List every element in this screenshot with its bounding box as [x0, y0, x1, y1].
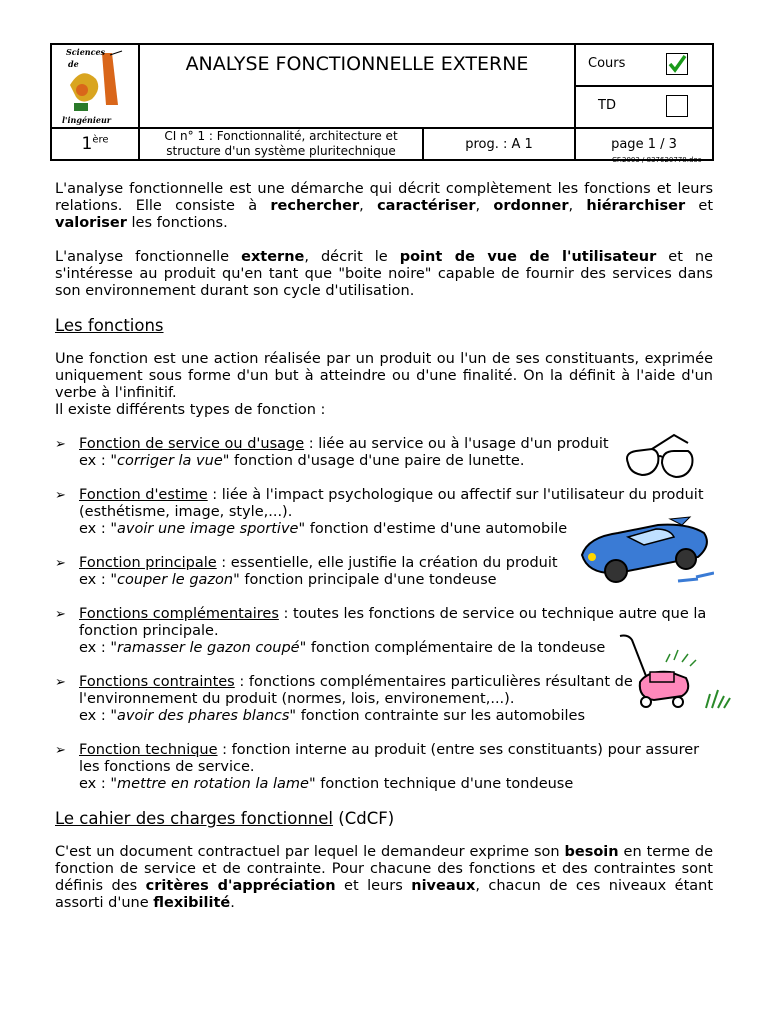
- logo-text-bottom: l'ingénieur: [62, 115, 112, 125]
- option-td: [575, 86, 713, 128]
- header-table: [50, 43, 714, 161]
- arrow-bullet-icon: ➢: [55, 607, 66, 622]
- logo-cell: [51, 44, 139, 128]
- section-heading-cdcf: Le cahier des charges fonctionnel (CdCF): [55, 809, 395, 828]
- page-title: ANALYSE FONCTIONNELLE EXTERNE: [139, 44, 575, 128]
- cdcf-paragraph: C'est un document contractuel par lequel le demandeur exprime son besoin en terme de fonction de service et de contrainte. Pour chacune des fonctions et des contraintes sont définis des critères d'appréciation et leurs niveaux, chacun de ces niveaux étant assorti d'une flexibilité.: [55, 844, 714, 911]
- ci-line1: CI n° 1 : Fonctionnalité, architecture et: [164, 129, 398, 143]
- ci-cell: [139, 128, 423, 160]
- arrow-bullet-icon: ➢: [55, 743, 66, 758]
- list-item: ➢ Fonction d'estime : liée à l'impact psychologique ou affectif sur l'utilisateur du produit (esthétisme, image, style,...). ex : "avoir une image sportive" fonction d'estime d'une automobile: [55, 487, 704, 537]
- list-item: ➢ Fonctions complémentaires : toutes les fonctions de service ou technique autre que la fonction principale. ex : "ramasser le gazon coupé" fonction complémentaire de la tondeuse: [55, 606, 707, 656]
- logo-icon: [52, 45, 136, 125]
- option-td-label: TD: [598, 98, 616, 113]
- td-checkbox[interactable]: [666, 95, 688, 117]
- list-item: ➢ Fonction technique : fonction interne au produit (entre ses constituants) pour assurer les fonctions de service. ex : "mettre en rotation la lame" fonction technique d'une tondeuse: [55, 742, 700, 792]
- intro-paragraph-1: L'analyse fonctionnelle est une démarche qui décrit complètement les fonctions et leurs relations. Elle consiste à rechercher, caractériser, ordonner, hiérarchiser et valoriser les fonctions.: [55, 181, 714, 231]
- arrow-bullet-icon: ➢: [55, 675, 66, 690]
- page-number: page 1 / 3: [575, 128, 713, 160]
- option-cours: [575, 44, 713, 86]
- document-body: [55, 181, 713, 912]
- list-item: ➢ Fonction principale : essentielle, elle justifie la création du produit ex : "couper le gazon" fonction principale d'une tondeuse: [55, 555, 558, 588]
- level-cell: [51, 128, 139, 160]
- logo-text-top: Sciences: [66, 47, 106, 57]
- doc-reference: CF.2003 / 837620778.doc: [612, 156, 702, 164]
- arrow-bullet-icon: ➢: [55, 556, 66, 571]
- section-heading-fonctions: Les fonctions: [55, 316, 164, 335]
- list-item: ➢ Fonction de service ou d'usage : liée au service ou à l'usage d'un produit ex : "corriger la vue" fonction d'usage d'une paire de lunette.: [55, 436, 609, 469]
- option-cours-label: Cours: [588, 56, 626, 71]
- arrow-bullet-icon: ➢: [55, 488, 66, 503]
- level-number: 1: [81, 134, 93, 154]
- fonctions-intro-2: Il existe différents types de fonction :: [55, 402, 326, 418]
- prog-cell: prog. : A 1: [423, 128, 575, 160]
- fonctions-intro: Une fonction est une action réalisée par un produit ou l'un de ses constituants, exprimée uniquement sous forme d'un but à atteindre ou d'une finalité. On la définit à l'aide d'un verbe à l'infinitif.: [55, 351, 713, 401]
- ci-line2: structure d'un système pluritechnique: [166, 144, 396, 158]
- level-sup: ère: [92, 134, 109, 146]
- logo-text-mid: de: [68, 59, 79, 69]
- arrow-bullet-icon: ➢: [55, 437, 66, 452]
- list-item: ➢ Fonctions contraintes : fonctions complémentaires particulières résultant de l'environnement du produit (normes, lois, environement,...). ex : "avoir des phares blancs" fonction contrainte sur les automobiles: [55, 674, 633, 724]
- checkmark-icon: [667, 54, 687, 74]
- cours-checkbox[interactable]: [666, 53, 688, 75]
- intro-paragraph-2: L'analyse fonctionnelle externe, décrit le point de vue de l'utilisateur et ne s'intéresse au produit qu'en tant que "boite noire" capable de fournir des services dans son environnement durant son cycle d'utilisation.: [55, 249, 713, 299]
